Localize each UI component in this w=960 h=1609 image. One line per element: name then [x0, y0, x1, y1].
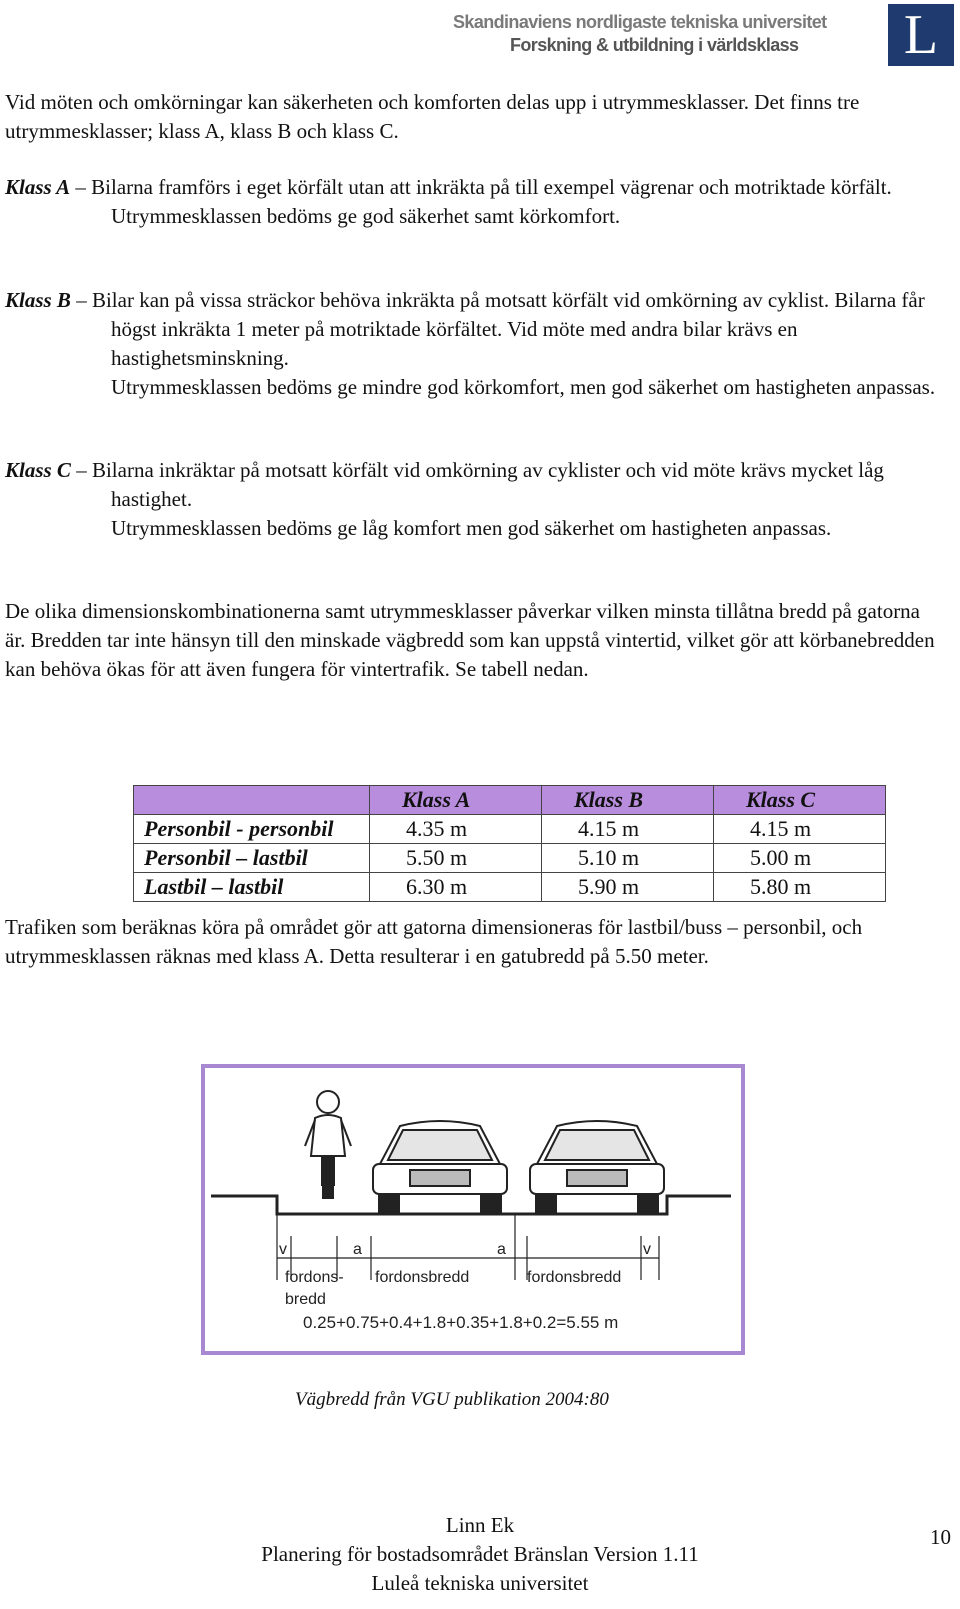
- table-row-label: Personbil - personbil: [134, 815, 370, 844]
- bike-width-label: bredd: [285, 1291, 326, 1308]
- car-icon: [373, 1121, 507, 1214]
- class-c-definition: [5, 456, 945, 543]
- table-header-cell: Klass C: [714, 786, 886, 815]
- table-cell: 5.00 m: [714, 844, 886, 873]
- class-c-text: – Bilarna inkräktar på motsatt körfält vid omkörning av cyklister och vid möte krävs mycket låg hastighet.: [76, 458, 884, 511]
- table-row: [134, 873, 886, 902]
- table-row: [134, 815, 886, 844]
- class-a-text: – Bilarna framförs i eget körfält utan att inkräkta på till exempel vägrenar och motriktade körfält.: [75, 175, 892, 199]
- table-cell: 5.80 m: [714, 873, 886, 902]
- class-c-term: Klass C: [5, 458, 71, 482]
- cyclist-icon: [305, 1091, 351, 1198]
- table-row-label: Personbil – lastbil: [134, 844, 370, 873]
- header-line-2: Forskning & utbildning i världsklass: [510, 35, 799, 55]
- class-b-note: Utrymmesklassen bedöms ge mindre god körkomfort, men god säkerhet om hastigheten anpassas.: [111, 375, 936, 399]
- table-header-cell: Klass B: [542, 786, 714, 815]
- dim-label-v: v: [279, 1241, 287, 1258]
- car-width-label: fordonsbredd: [527, 1269, 622, 1286]
- header-line-1: Skandinaviens nordligaste tekniska universitet: [453, 12, 827, 32]
- table-header-row: [134, 786, 886, 815]
- table-cell: 6.30 m: [370, 873, 542, 902]
- table-header-cell: Klass A: [370, 786, 542, 815]
- class-a-note: Utrymmesklassen bedöms ge god säkerhet samt körkomfort.: [111, 204, 621, 228]
- table-cell: 5.90 m: [542, 873, 714, 902]
- bike-width-label: fordons-: [285, 1269, 344, 1286]
- dimension-paragraph: De olika dimensionskombinationerna samt utrymmesklasser påverkar vilken minsta tillåtna bredd på gatorna är. Bredden tar inte hänsyn till den minskade vägbredd som kan uppstå vintertid, vilket gör att körbanebredden kan behöva ökas för att även fungera för vintertrafik. Se tabell nedan.: [5, 599, 935, 681]
- table-row: [134, 844, 886, 873]
- intro-paragraph: Vid möten och omkörningar kan säkerheten och komforten delas upp i utrymmesklasser. Det finns tre utrymmesklasser; klass A, klass B och klass C.: [5, 90, 860, 143]
- table-header-cell: [134, 786, 370, 815]
- table-cell: 5.10 m: [542, 844, 714, 873]
- width-formula: 0.25+0.75+0.4+1.8+0.35+1.8+0.2=5.55 m: [303, 1313, 619, 1332]
- table-cell: 5.50 m: [370, 844, 542, 873]
- footer-author: Linn Ek: [445, 1513, 515, 1537]
- table-cell: 4.35 m: [370, 815, 542, 844]
- table-cell: 4.15 m: [542, 815, 714, 844]
- dim-label-a: a: [353, 1241, 362, 1258]
- figure-caption: Vägbredd från VGU publikation 2004:80: [295, 1389, 609, 1410]
- table-cell: 4.15 m: [714, 815, 886, 844]
- class-a-definition: [5, 173, 945, 231]
- dim-label-v: v: [643, 1241, 651, 1258]
- conclusion-paragraph: Trafiken som beräknas köra på området gör att gatorna dimensioneras för lastbil/buss – personbil, och utrymmesklassen räknas med klass A. Detta resulterar i en gatubredd på 5.50 meter.: [5, 915, 863, 968]
- dim-label-a: a: [497, 1241, 506, 1258]
- class-b-text: – Bilar kan på vissa sträckor behöva inkräkta på motsatt körfält vid omkörning av cyklist. Bilarna får högst inkräkta 1 meter på motriktade körfältet. Vid möte med andra bilar krävs en hastighetsminskning.: [76, 288, 925, 370]
- car-width-label: fordonsbredd: [375, 1269, 470, 1286]
- class-c-note: Utrymmesklassen bedöms ge låg komfort men god säkerhet om hastigheten anpassas.: [111, 516, 832, 540]
- class-b-definition: [5, 286, 945, 402]
- footer-org: Luleå tekniska universitet: [371, 1571, 589, 1595]
- page-number: 10: [930, 1525, 951, 1549]
- car-icon: [530, 1121, 664, 1214]
- table-row-label: Lastbil – lastbil: [134, 873, 370, 902]
- road-cross-section-figure: [201, 1064, 745, 1355]
- road-width-table: [133, 785, 886, 902]
- class-b-term: Klass B: [5, 288, 71, 312]
- class-a-term: Klass A: [5, 175, 71, 199]
- university-logo: L: [888, 4, 954, 66]
- footer-title: Planering för bostadsområdet Bränslan Version 1.11: [261, 1542, 699, 1566]
- road-cross-section-drawing: [205, 1068, 741, 1351]
